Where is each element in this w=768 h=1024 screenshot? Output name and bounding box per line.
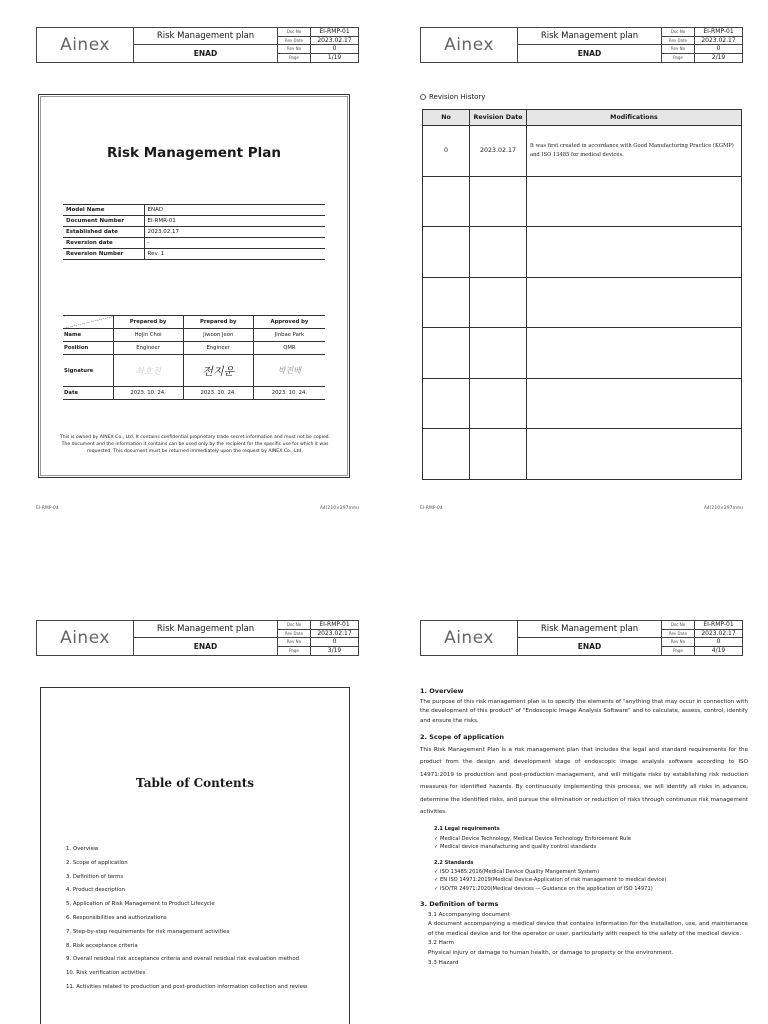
document-title: Risk Management plan — [518, 28, 662, 45]
section-overview — [420, 687, 748, 726]
toc-item[interactable]: 6. Responsibilities and authorizations — [66, 914, 167, 921]
page-number: 1/19 — [327, 54, 342, 62]
list-item: ✓ Medical device manufacturing and quality control standards — [434, 844, 597, 851]
page-header — [36, 27, 359, 63]
document-title: Risk Management plan — [518, 621, 662, 638]
page-2 — [420, 27, 750, 511]
toc-item[interactable]: 5. Application of Risk Management to Product Lifecycle — [66, 901, 215, 908]
confidentiality-notice: This is owned by AINEX Co., Ltd. It contains confidential proprietary trade secret information and must not be copied. The document and the information it contains can be used only by the recipient for the specific use for which it was requested. This document must be returned immediately upon the request by AINEX Co., Ltd. — [59, 435, 331, 454]
table-row: Signature 최호진 전지운 박진배 — [63, 355, 325, 387]
table-row — [423, 176, 742, 227]
definition-text: Physical injury or damage to human health, or damage to property or the environment. — [428, 950, 674, 957]
section-heading: 3. Definition of terms — [420, 900, 499, 909]
list-item: ✓ ISO/TR 24971:2020(Medical devices — Guidance on the application of ISO 14971) — [434, 885, 653, 892]
table-of-contents — [40, 687, 350, 1024]
page-4 — [420, 620, 750, 966]
circle-bullet-icon — [420, 94, 426, 100]
table-row: Reversion date - — [63, 238, 325, 249]
toc-item[interactable]: 8. Risk acceptance criteria — [66, 942, 138, 949]
rev-date: 2023.02.17 — [317, 36, 352, 44]
table-row — [423, 328, 742, 379]
document-meta: Doc No EI-RMP-01 Rev Date 2023.02.17 Rev No 0 Page 3/19 — [278, 621, 358, 655]
section-scope — [420, 733, 748, 893]
table-row: 0 2023.02.17 It was first created in accordance with Good Manufacturing Practice (KGMP) and ISO 13485 for medical devices. — [423, 126, 742, 177]
list-item: ✓ Medical Device Technology, Medical Device Technology Enforcement Rule — [434, 836, 632, 842]
document-meta: Doc No EI-RMP-01 Rev Date 2023.02.17 Rev No 0 Page 2/19 — [662, 28, 742, 62]
revision-history-table — [422, 109, 742, 480]
product-name: ENAD — [134, 45, 278, 62]
section-heading: 1. Overview — [420, 687, 464, 695]
page-1 — [36, 27, 366, 511]
table-row: Name Hojin Choi Jiwoon Jeon Jinbae Park — [63, 329, 325, 342]
table-row: Date 2023. 10. 24. 2023. 10. 24. 2023. 10. 24. — [63, 387, 325, 400]
company-logo: Ainex — [421, 621, 518, 655]
table-row — [423, 277, 742, 328]
table-row — [423, 227, 742, 278]
document-meta: Doc No EI-RMP-01 Rev Date 2023.02.17 Rev No 0 Page 4/19 — [662, 621, 742, 655]
product-name: ENAD — [518, 45, 662, 62]
cover-title: Risk Management Plan — [106, 145, 282, 161]
document-title: Risk Management plan — [134, 28, 278, 45]
approval-table — [63, 315, 325, 400]
page-footer: EI-RMP-04 A4(210×297mm) — [36, 506, 359, 511]
subsection-heading: 2.2 Standards — [434, 859, 474, 866]
toc-item[interactable]: 4. Product description — [66, 887, 126, 894]
section-paragraph: The purpose of this risk management plan is to specify the elements of "anything that may occur in connection with the development of this product" of "Endoscopic Image Analysis Software" and to calculate, assess, control, identify and ensure the risks. — [420, 698, 748, 724]
company-logo: Ainex — [37, 621, 134, 655]
signature-image: 박진배 — [253, 355, 325, 387]
product-name: ENAD — [134, 638, 278, 655]
table-row — [423, 429, 742, 480]
signature-image: 최호진 — [113, 355, 183, 387]
table-header-row: No Revision Date Modifications — [423, 110, 742, 126]
definition-title: 3.3 Hazard — [428, 959, 459, 966]
document-meta: Doc No EI-RMP-01 Rev Date 2023.02.17 Rev No 0 Page 1/19 — [278, 28, 358, 62]
toc-item[interactable]: 2. Scope of application — [66, 859, 128, 866]
section-heading: 2. Scope of application — [420, 733, 504, 742]
toc-list — [66, 846, 356, 998]
page-number: 4/19 — [711, 647, 726, 655]
table-row: Model Name ENAD — [63, 205, 325, 216]
toc-item[interactable]: 7. Step-by-step requirements for risk management activities — [66, 928, 230, 935]
company-logo: Ainex — [421, 28, 518, 62]
subsection-heading: 2.1 Legal requirements — [434, 826, 500, 833]
table-row — [423, 378, 742, 429]
table-row: Document Number EI-RMR-01 — [63, 216, 325, 227]
list-item: ✓ EN ISO 14971:2019(Medical Device-Application of risk management to medical device) — [434, 877, 667, 884]
document-body — [420, 687, 748, 975]
page-3 — [36, 620, 366, 990]
product-name: ENAD — [518, 638, 662, 655]
table-row: Prepared by Prepared by Approved by — [63, 316, 325, 329]
document-title: Risk Management plan — [134, 621, 278, 638]
page-number: 3/19 — [327, 647, 342, 655]
toc-item[interactable]: 11. Activities related to production and post-production information collection and review — [66, 983, 308, 990]
list-item: ✓ ISO 13485:2016(Medical Device Quality Mangement System) — [434, 869, 600, 876]
document-info-table — [63, 204, 325, 260]
table-row: Position Engineer Engineer QMR — [63, 342, 325, 355]
section-definitions — [420, 900, 748, 968]
table-row: Established date 2023.02.17 — [63, 227, 325, 238]
toc-item[interactable]: 9. Overall residual risk acceptance criteria and overall residual risk evaluation method — [66, 956, 300, 963]
cover-frame — [38, 94, 350, 478]
page-header — [420, 620, 743, 656]
toc-item[interactable]: 10. Risk verification activities — [66, 970, 146, 977]
doc-number: EI-RMP-01 — [319, 28, 350, 36]
rev-number: 0 — [332, 45, 337, 53]
page-header — [420, 27, 743, 63]
page-number: 2/19 — [711, 54, 726, 62]
toc-title: Table of Contents — [135, 776, 255, 790]
company-logo: Ainex — [37, 28, 134, 62]
page-header — [36, 620, 359, 656]
table-row: Reversion Number Rev. 1 — [63, 249, 325, 260]
definition-title: 3.2 Harm — [428, 940, 454, 947]
revision-history-label: Revision History — [420, 93, 485, 101]
section-paragraph: This Risk Management Plan is a risk management plan that includes the legal and standard requirements for the product from the design and development stage of endoscopic image analysis software according to ISO 14971:2019 to production and post-production management, and will mitigate risks by establishing risk reduction measures for identified hazards. By continuously implementing this process, we will identify all risks in advance, determine the identified risks, and pursue the elimination or reduction of risks through continuous risk management activities. — [420, 746, 748, 815]
signature-image: 전지운 — [183, 355, 253, 387]
toc-item[interactable]: 1. Overview — [66, 846, 99, 852]
toc-item[interactable]: 3. Definition of terms — [66, 873, 124, 880]
page-footer: EI-RMP-04 A4(210×297mm) — [420, 506, 743, 511]
definition-text: A document accompanying a medical device that contains information for the installation, use, and maintenance of the medical device and for the operator or user, particularly with respect to the safety of the medical device. — [428, 921, 748, 937]
definition-title: 3.1 Accompanying document — [428, 911, 510, 918]
